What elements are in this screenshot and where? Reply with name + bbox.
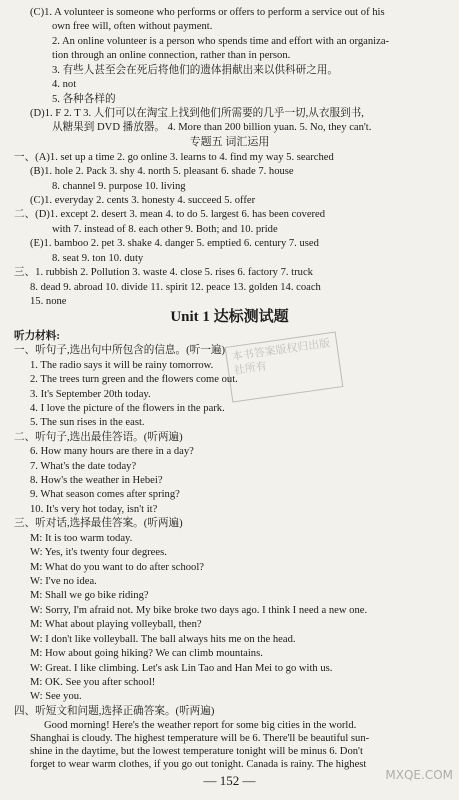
page-number: — 152 — (203, 773, 256, 788)
listening-heading: 听力材料: (14, 331, 60, 342)
text-line: 10. It's very hot today, isn't it? (30, 504, 158, 515)
text-line: (C)1. everyday 2. cents 3. honesty 4. succeed 5. offer (30, 195, 256, 206)
text-line: 4. I love the picture of the flowers in the park. (30, 403, 225, 414)
text-line: (B)1. hole 2. Pack 3. shy 4. north 5. pleasant 6. shade 7. house (30, 166, 294, 177)
watermark-stamp: 本书答案版权归出版社所有 (225, 331, 344, 402)
text-line: M: It is too warm today. (30, 533, 133, 544)
text-line: 二、听句子,选出最佳答语。(听两遍) (14, 432, 183, 443)
text-line: 8. dead 9. abroad 10. divide 11. spirit 12. peace 13. golden 14. coach (30, 282, 321, 293)
text-line: 5. The sun rises in the east. (30, 417, 145, 428)
text-line: with 7. instead of 8. each other 9. Both; and 10. pride (52, 224, 278, 235)
text-line: (C)1. A volunteer is someone who performs or offers to perform a service out of his (30, 7, 385, 18)
text-line: Shanghai is cloudy. The highest temperature will be 6. There'll be beautiful sun- (30, 733, 370, 744)
text-line: 8. seat 9. ton 10. duty (52, 253, 144, 264)
text-line: W: Sorry, I'm afraid not. My bike broke two days ago. I think I need a new one. (30, 605, 368, 616)
corner-logo: MXQE.COM (385, 768, 453, 782)
text-line: W: Yes, it's twenty four degrees. (30, 547, 167, 558)
text-line: shine in the daytime, but the lowest temperature tonight will be minus 6. Don't (30, 746, 363, 757)
text-line: W: Great. I like climbing. Let's ask Lin Tao and Han Mei to go with us. (30, 663, 333, 674)
text-line: W: I don't like volleyball. The ball always hits me on the head. (30, 634, 296, 645)
text-line: 一、听句子,选出句中所包含的信息。(听一遍) (14, 345, 225, 356)
text-line: 1. The radio says it will be rainy tomorrow. (30, 360, 214, 371)
text-line: M: How about going hiking? We can climb mountains. (30, 648, 263, 659)
unit-title: Unit 1 达标测试题 (170, 309, 289, 325)
text-line: 5. 各种各样的 (52, 94, 116, 105)
text-line: forget to wear warm clothes, if you go out tonight. Canada is rainy. The highest (30, 759, 367, 770)
text-line: Good morning! Here's the weather report for some big cities in the world. (44, 720, 357, 731)
text-line: M: Shall we go bike riding? (30, 590, 149, 601)
text-line: 二、(D)1. except 2. desert 3. mean 4. to do 5. largest 6. has been covered (14, 209, 326, 220)
text-line: 从糖果到 DVD 播放器。 4. More than 200 billion yuan. 5. No, they can't. (52, 122, 372, 133)
text-line: 四、听短文和问题,选择正确答案。(听两遍) (14, 706, 215, 717)
text-line: W: I've no idea. (30, 576, 97, 587)
text-line: 8. channel 9. purpose 10. living (52, 181, 186, 192)
text-line: 3. 有些人甚至会在死后将他们的遗体捐献出来以供科研之用。 (52, 65, 339, 76)
text-line: 4. not (52, 79, 77, 90)
text-line: 三、1. rubbish 2. Pollution 3. waste 4. close 5. rises 6. factory 7. truck (14, 267, 313, 278)
text-line: 2. An online volunteer is a person who spends time and effort with an organiza- (52, 36, 390, 47)
text-line: 6. How many hours are there in a day? (30, 446, 194, 457)
text-line: M: What do you want to do after school? (30, 562, 204, 573)
section-heading: 专题五 词汇运用 (189, 136, 270, 148)
text-line: W: See you. (30, 691, 82, 702)
text-line: M: OK. See you after school! (30, 677, 156, 688)
text-line: M: What about playing volleyball, then? (30, 619, 202, 630)
text-line: 3. It's September 20th today. (30, 389, 151, 400)
text-line: (E)1. bamboo 2. pet 3. shake 4. danger 5. emptied 6. century 7. used (30, 238, 319, 249)
text-line: 三、听对话,选择最佳答案。(听两遍) (14, 518, 183, 529)
text-line: 2. The trees turn green and the flowers come out. (30, 374, 238, 385)
text-line: 15. none (30, 296, 67, 307)
text-line: (D)1. F 2. T 3. 人们可以在淘宝上找到他们所需要的几乎一切,从衣服到书, (30, 108, 364, 119)
text-line: own free will, often without payment. (52, 21, 213, 32)
text-line: 一、(A)1. set up a time 2. go online 3. learns to 4. find my way 5. searched (14, 152, 334, 163)
text-line: 8. How's the weather in Hebei? (30, 475, 163, 486)
text-line: 7. What's the date today? (30, 461, 137, 472)
text-line: tion through an online connection, rather than in person. (52, 50, 291, 61)
text-line: 9. What season comes after spring? (30, 489, 180, 500)
